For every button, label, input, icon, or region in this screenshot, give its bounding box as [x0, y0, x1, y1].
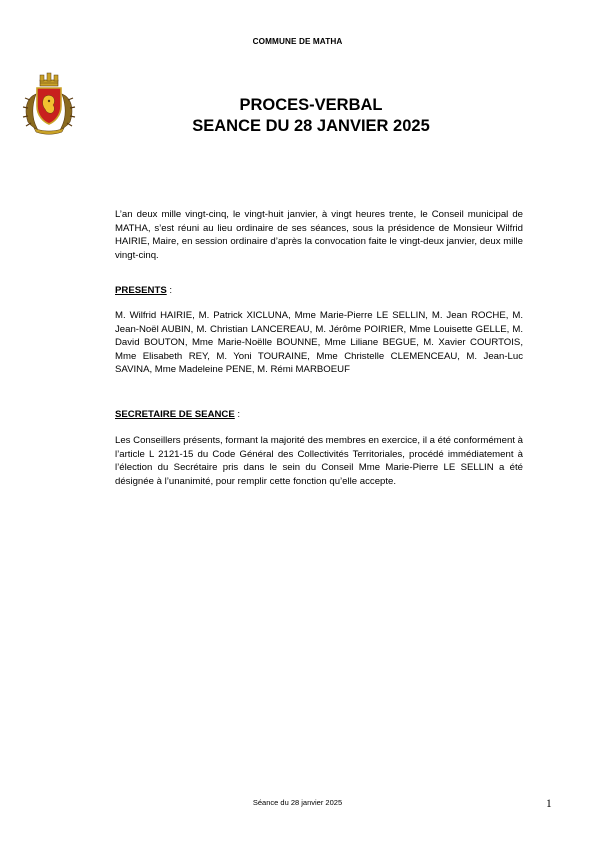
presents-list: M. Wilfrid HAIRIE, M. Patrick XICLUNA, Mme Marie-Pierre LE SELLIN, M. Jean ROCHE, M. Jean-Noël AUBIN, M. Christian LANCEREAU, M. Jérôme POIRIER, Mme Louisette GELLE, M. David BOUTON, Mme Marie-Noëlle BOUNNE, Mme Liliane BEGUE, M. Xavier COURTOIS, Mme Elisabeth REY, M. Yoni TOURAINE, Mme Christelle CLEMENCEAU, M. Jean-Luc SAVINA, Mme Madeleine PENE, M. Rémi MARBOEUF — [115, 310, 523, 375]
page-header: COMMUNE DE MATHA — [252, 37, 343, 46]
presents-list-block — [115, 309, 523, 377]
title-line-2: SEANCE DU 28 JANVIER 2025 — [192, 117, 430, 135]
presents-colon: : — [166, 285, 173, 296]
document-title — [96, 95, 526, 137]
secretaire-section — [115, 408, 523, 422]
footer-date: Séance du 28 janvier 2025 — [252, 798, 343, 807]
secretaire-paragraph: Les Conseillers présents, formant la majorité des membres en exercice, il a été conformément à l’article L 2121-15 du Code Général des Collectivités Territoriales, procédé immédiatement à l’élection du Secrétaire pris dans le sein du Conseil Mme Marie-Pierre LE SELLIN a été désignée à l’unanimité, pour remplir cette fonction qu’elle accepte. — [115, 435, 523, 487]
coat-of-arms-icon — [22, 70, 76, 136]
presents-heading-row — [115, 284, 523, 298]
secretaire-colon: : — [234, 409, 241, 420]
crown-icon — [40, 73, 58, 86]
presents-section — [115, 284, 523, 298]
secretaire-heading: SECRETAIRE DE SEANCE — [115, 409, 235, 420]
intro-paragraph: L’an deux mille vingt-cinq, le vingt-huit janvier, à vingt heures trente, le Conseil municipal de MATHA, s’est réuni au lieu ordinaire de ses séances, sous la présidence de Monsieur Wilfrid HAIRIE, Maire, en session ordinaire d’après la convocation faite le vingt-deux janvier, deux mille vingt-cinq. — [115, 209, 523, 261]
title-line-1: PROCES-VERBAL — [239, 96, 383, 114]
secretaire-heading-row — [115, 408, 523, 422]
presents-heading: PRESENTS — [115, 285, 167, 296]
intro-section — [115, 208, 523, 262]
page-number: 1 — [546, 798, 552, 810]
secretaire-text-block — [115, 434, 523, 488]
